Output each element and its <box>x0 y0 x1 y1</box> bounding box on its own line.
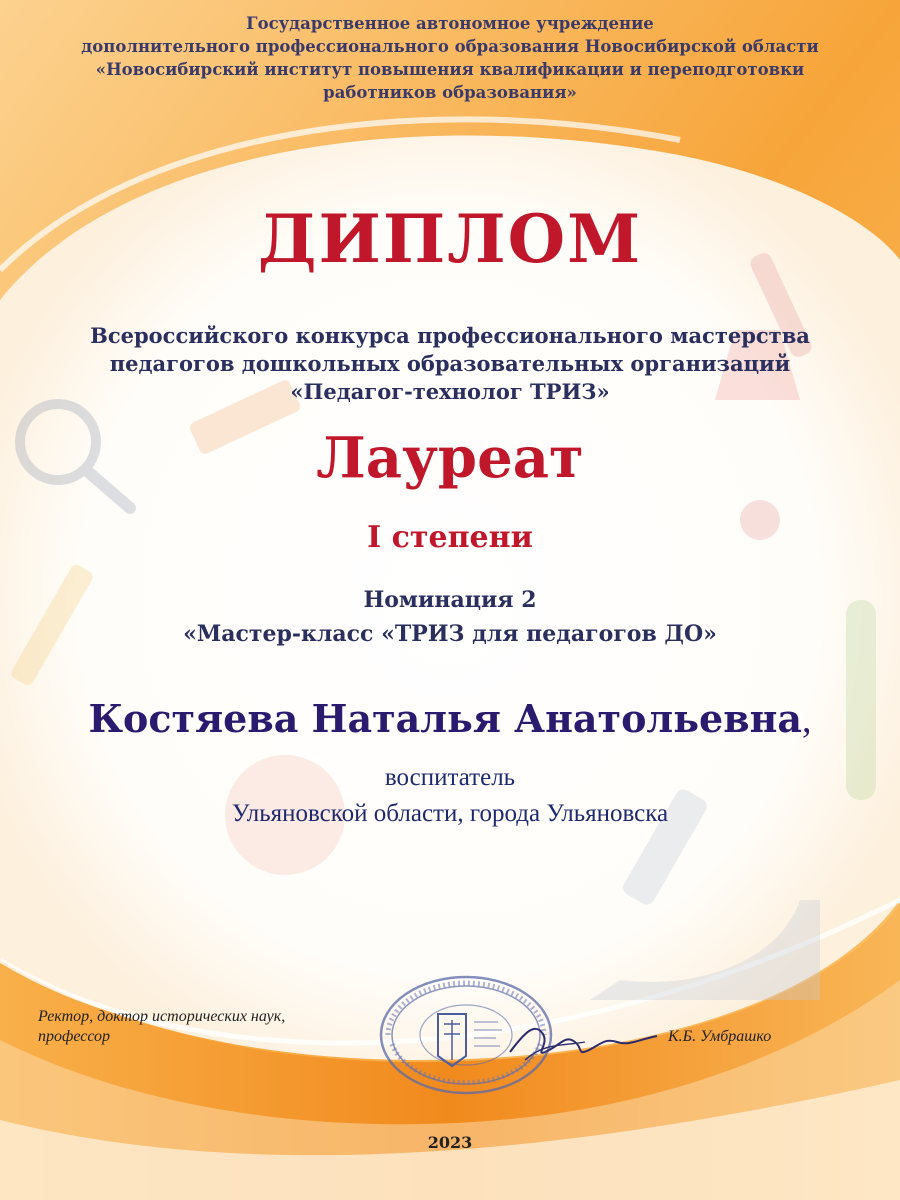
award-title: Лауреат <box>316 425 584 491</box>
nomination-title: «Мастер-класс «ТРИЗ для педагогов ДО» <box>183 621 717 647</box>
award-degree: I степени <box>367 520 533 555</box>
signatory-title <box>38 1007 285 1047</box>
nomination <box>0 583 900 651</box>
signatory-title-line-1: Ректор, доктор исторических наук, <box>38 1008 286 1025</box>
issuer-line-2: дополнительного профессионального образования Новосибирской области <box>81 37 819 56</box>
contest-line-2: педагогов дошкольных образовательных организаций <box>109 351 791 376</box>
contest-line-3: «Педагог-технолог ТРИЗ» <box>290 379 610 404</box>
contest-description <box>0 322 900 406</box>
issuer-header <box>0 12 900 104</box>
recipient-location: Ульяновской области, города Ульяновска <box>231 800 669 827</box>
recipient-name-line <box>0 696 900 742</box>
recipient-position: воспитатель <box>384 764 516 791</box>
nomination-number: Номинация 2 <box>363 587 537 613</box>
issuer-line-4: работников образования» <box>323 83 577 102</box>
recipient-name-comma: , <box>802 699 812 741</box>
issuer-line-3: «Новосибирский институт повышения квалификации и переподготовки <box>95 60 805 79</box>
issuer-line-1: Государственное автономное учреждение <box>246 14 654 33</box>
recipient-details <box>0 760 900 832</box>
diploma-title: ДИПЛОМ <box>257 200 643 278</box>
signatory-title-line-2: профессор <box>38 1028 111 1045</box>
issue-year: 2023 <box>427 1133 473 1152</box>
handwritten-signature <box>505 1012 665 1072</box>
signatory-name: К.Б. Умбрашко <box>668 1028 772 1045</box>
contest-line-1: Всероссийского конкурса профессионального мастерства <box>90 323 810 348</box>
recipient-name: Костяева Наталья Анатольевна <box>88 696 803 741</box>
